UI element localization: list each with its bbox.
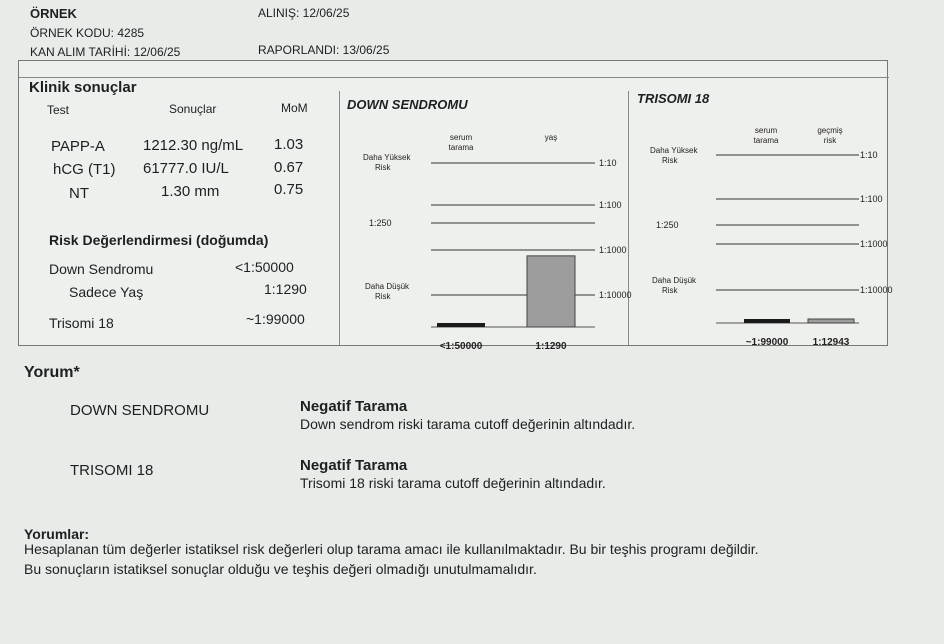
risk-bar (437, 323, 485, 327)
test-mom: 1.03 (274, 136, 304, 153)
sample-title: ÖRNEK (30, 6, 77, 21)
test-name: hCG (T1) (53, 161, 116, 178)
higher-risk-label: Risk (375, 163, 391, 172)
clinical-results-panel (18, 60, 893, 352)
bar-value-label: <1:50000 (439, 341, 483, 352)
clinical-results-title: Klinik sonuçlar (29, 79, 137, 96)
trisomy18-chart (630, 113, 893, 348)
col-header-test: Test (47, 103, 70, 117)
comment-verdict: Negatif Tarama (300, 398, 408, 415)
comment-title: Yorum* (24, 364, 80, 381)
notes-title: Yorumlar: (24, 526, 90, 542)
y-tick-label: 1:10 (599, 158, 617, 168)
test-mom: 0.75 (274, 181, 304, 198)
reported-date: RAPORLANDI: 13/06/25 (258, 43, 390, 57)
test-name: PAPP-A (51, 138, 105, 155)
comment-description: Down sendrom riski tarama cutoff değerinin altındadır. (300, 416, 636, 432)
higher-risk-label: Daha Yüksek (650, 146, 698, 155)
notes-line: Bu sonuçların istatiksel sonuçlar olduğu ve teşhis değeri olmadığı unutulmamalıdır. (24, 561, 537, 577)
down-syndrome-chart (341, 119, 632, 352)
y-tick-label: 1:100 (860, 194, 883, 204)
comment-verdict: Negatif Tarama (300, 457, 408, 474)
col-header-mom: MoM (281, 101, 308, 115)
received-date: ALINIŞ: 12/06/25 (258, 6, 350, 20)
col-header-results: Sonuçlar (169, 102, 217, 116)
test-mom: 0.67 (274, 159, 304, 176)
y-tick-label: 1:10000 (599, 290, 632, 300)
bar-value-label: ~1:99000 (745, 337, 789, 348)
higher-risk-label: Risk (662, 156, 678, 165)
y-tick-label: 1:10000 (860, 285, 893, 295)
category-label: serum (449, 133, 473, 142)
blood-draw-date: KAN ALIM TARİHİ: 12/06/25 (30, 45, 181, 59)
risk-bar (744, 319, 790, 323)
category-label: risk (823, 136, 837, 145)
risk-assessment-title: Risk Değerlendirmesi (doğumda) (49, 232, 269, 248)
trisomy18-chart-title: TRISOMI 18 (637, 91, 710, 106)
higher-risk-label: Daha Yüksek (363, 153, 411, 162)
lower-risk-label: Daha Düşük (365, 282, 410, 291)
lower-risk-label: Risk (662, 286, 678, 295)
risk-bar (808, 319, 854, 323)
risk-value: ~1:99000 (246, 311, 305, 327)
risk-label: Trisomi 18 (49, 315, 114, 331)
cutoff-label: 1:250 (369, 218, 392, 228)
risk-label: Sadece Yaş (69, 284, 144, 300)
risk-bar (527, 256, 575, 327)
category-label: yaş (544, 133, 558, 142)
sample-code: ÖRNEK KODU: 4285 (30, 26, 145, 40)
bar-value-label: 1:12943 (812, 337, 850, 348)
title-divider (19, 77, 889, 78)
lower-risk-label: Daha Düşük (652, 276, 697, 285)
column-divider (339, 91, 340, 345)
y-tick-label: 1:10 (860, 150, 878, 160)
test-result: 1212.30 ng/mL (143, 137, 244, 154)
risk-value: <1:50000 (235, 259, 294, 275)
category-label: serum (754, 126, 778, 135)
category-label: tarama (448, 143, 474, 152)
risk-label: Down Sendromu (49, 261, 154, 277)
y-tick-label: 1:1000 (860, 239, 888, 249)
cutoff-label: 1:250 (656, 220, 679, 230)
comment-condition: DOWN SENDROMU (70, 402, 210, 419)
test-result: 1.30 mm (161, 183, 220, 200)
comment-condition: TRISOMI 18 (70, 462, 154, 479)
risk-value: 1:1290 (264, 281, 307, 297)
y-tick-label: 1:100 (599, 200, 622, 210)
test-result: 61777.0 IU/L (143, 160, 229, 177)
category-label: tarama (753, 136, 779, 145)
comment-description: Trisomi 18 riski tarama cutoff değerinin altındadır. (300, 475, 606, 491)
bar-value-label: 1:1290 (535, 341, 567, 352)
column-divider (628, 91, 629, 345)
y-tick-label: 1:1000 (599, 245, 627, 255)
down-syndrome-chart-title: DOWN SENDROMU (347, 97, 468, 112)
lower-risk-label: Risk (375, 292, 391, 301)
test-name: NT (69, 185, 89, 202)
category-label: geçmiş (817, 126, 843, 135)
notes-line: Hesaplanan tüm değerler istatiksel risk değerleri olup tarama amacı ile kullanılmaktadır. Bu bir teşhis programı değildir. (24, 541, 759, 557)
